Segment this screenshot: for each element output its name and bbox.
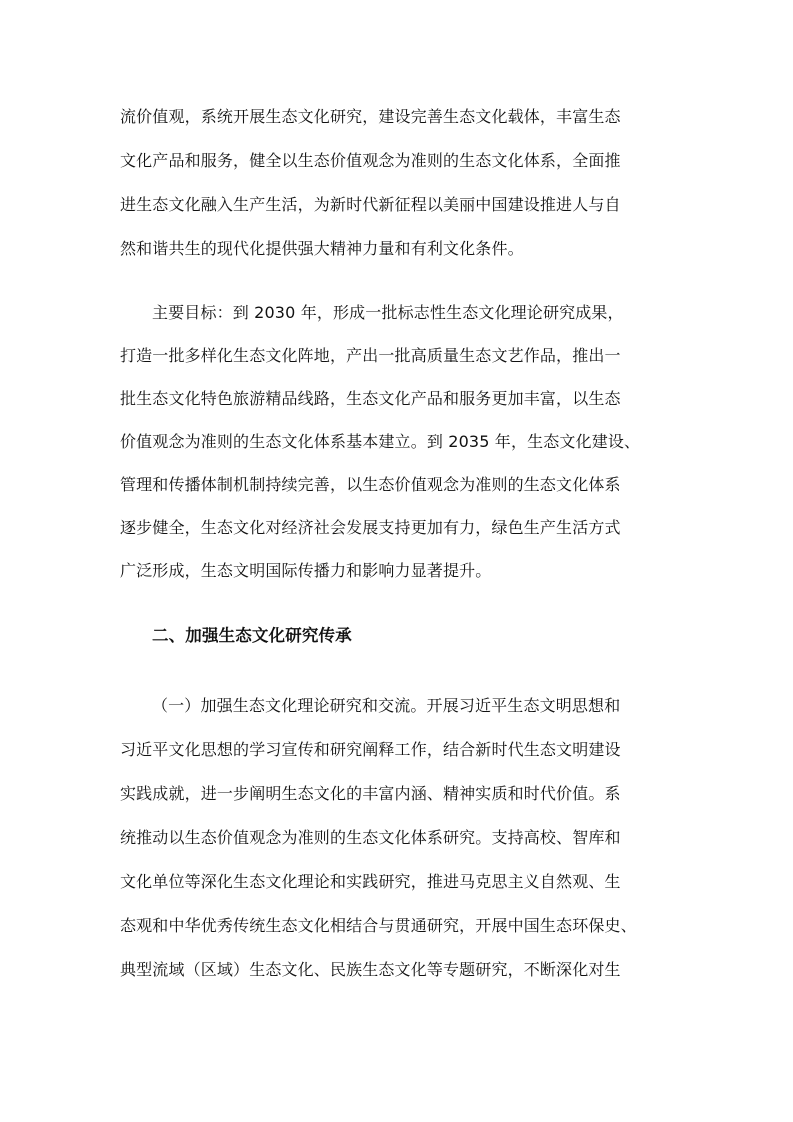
paragraph-line: 价值观念为准则的生态文化体系基本建立。到 2035 年，生态文化建设、 <box>120 432 641 451</box>
paragraph-line: 主要目标：到 2030 年，形成一批标志性生态文化理论研究成果， <box>152 303 624 322</box>
section-heading: 二、加强生态文化研究传承 <box>152 626 352 645</box>
paragraph-line: 打造一批多样化生态文化阵地，产出一批高质量生态文艺作品，推出一 <box>120 346 621 365</box>
paragraph-line: 进生态文化融入生产生活，为新时代新征程以美丽中国建设推进人与自 <box>120 195 621 214</box>
paragraph-line: 习近平文化思想的学习宣传和研究阐释工作，结合新时代生态文明建设 <box>120 740 621 759</box>
paragraph-line: 实践成就，进一步阐明生态文化的丰富内涵、精神实质和时代价值。系 <box>120 784 621 803</box>
paragraph-line: 态观和中华优秀传统生态文化相结合与贯通研究，开展中国生态环保史、 <box>120 916 637 935</box>
paragraph-line: 逐步健全，生态文化对经济社会发展支持更加有力，绿色生产生活方式 <box>120 518 621 537</box>
paragraph-line: （一）加强生态文化理论研究和交流。开展习近平生态文明思想和 <box>152 696 621 715</box>
paragraph-line: 文化产品和服务，健全以生态价值观念为准则的生态文化体系，全面推 <box>120 151 621 170</box>
paragraph-line: 然和谐共生的现代化提供强大精神力量和有利文化条件。 <box>120 239 524 258</box>
paragraph-line: 广泛形成，生态文明国际传播力和影响力显著提升。 <box>120 561 492 580</box>
paragraph-line: 文化单位等深化生态文化理论和实践研究，推进马克思主义自然观、生 <box>120 872 621 891</box>
paragraph-line: 流价值观，系统开展生态文化研究，建设完善生态文化载体，丰富生态 <box>120 107 621 126</box>
paragraph-line: 批生态文化特色旅游精品线路，生态文化产品和服务更加丰富，以生态 <box>120 389 621 408</box>
paragraph-line: 统推动以生态价值观念为准则的生态文化体系研究。支持高校、智库和 <box>120 828 621 847</box>
paragraph-line: 管理和传播体制机制持续完善，以生态价值观念为准则的生态文化体系 <box>120 475 621 494</box>
paragraph-line: 典型流域（区域）生态文化、民族生态文化等专题研究，不断深化对生 <box>120 960 621 979</box>
